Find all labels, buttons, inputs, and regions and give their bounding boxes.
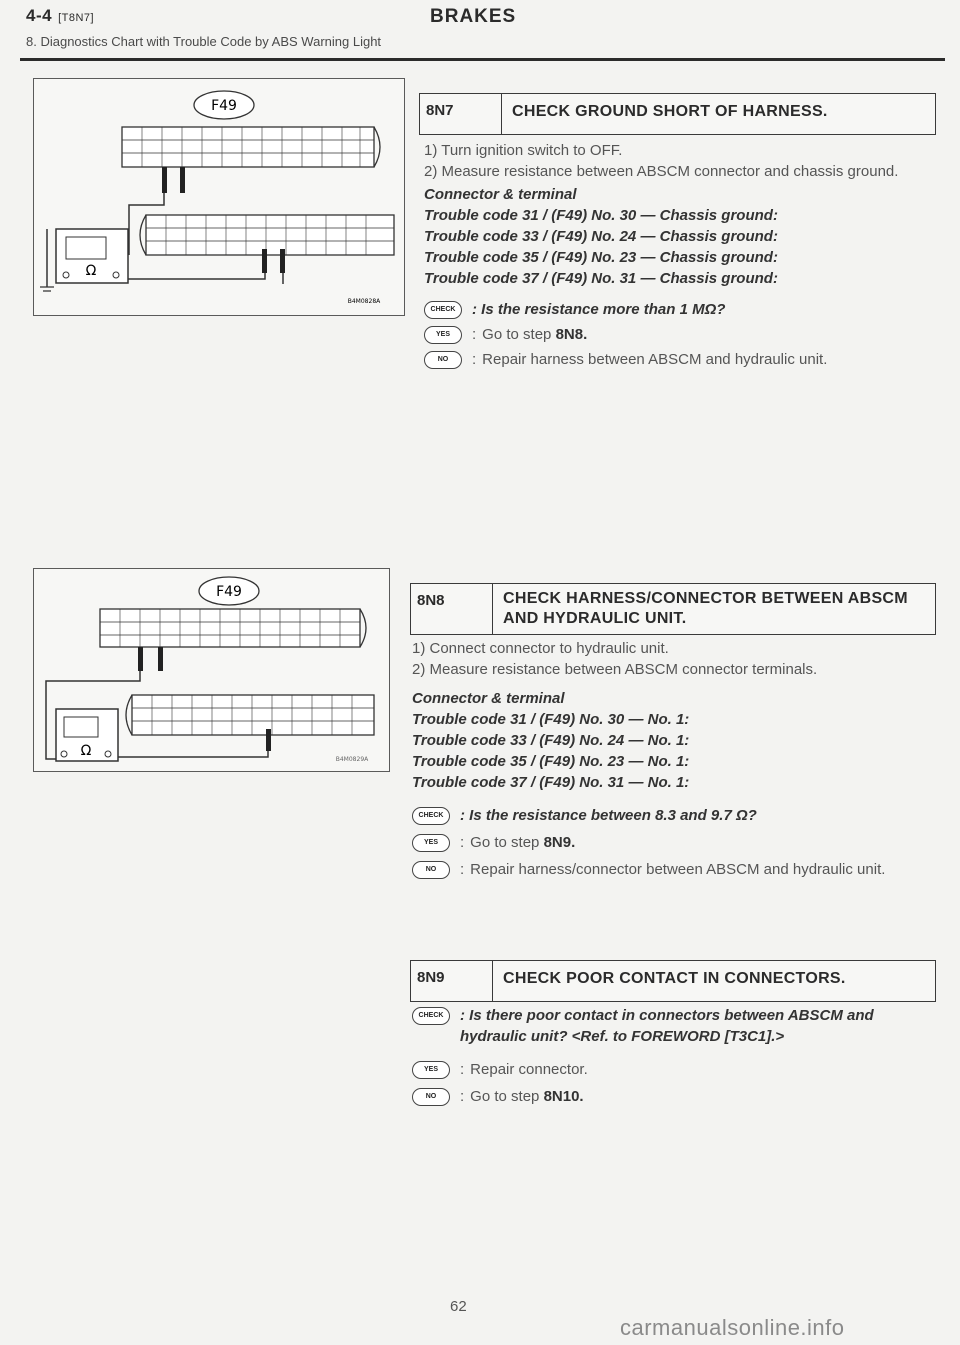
watermark-text: carmanualsonline.info (620, 1315, 845, 1340)
no-text: Go to step (470, 1088, 540, 1105)
no-badge: NO (412, 861, 450, 879)
yes-text: Go to step (470, 834, 540, 851)
step-8n7-header (419, 93, 936, 135)
no-step-link[interactable]: 8N10. (543, 1088, 584, 1105)
connector-line: Trouble code 35 / (F49) No. 23 — No. 1: (412, 753, 690, 770)
ohmmeter-symbol: Ω (80, 743, 92, 759)
connector-label: F49 (216, 584, 242, 600)
step-id: 8N7 (420, 94, 502, 134)
connector-heading: Connector & terminal (424, 186, 577, 203)
check-badge: CHECK (424, 301, 462, 319)
yes-row: YES : Go to step 8N8. (424, 324, 934, 345)
yes-badge: YES (424, 326, 462, 344)
instruction-line: 1) Connect connector to hydraulic unit. (412, 640, 669, 657)
yes-step-link[interactable]: 8N9. (543, 834, 576, 851)
check-row (424, 299, 934, 320)
instruction-line: 2) Measure resistance between ABSCM connector terminals. (412, 661, 818, 678)
connector-label: F49 (211, 98, 237, 114)
header-divider (20, 58, 945, 61)
yes-text: Go to step (482, 326, 552, 343)
figure-code: B4M0828A (347, 298, 381, 305)
no-text: Repair harness between ABSCM and hydraulic unit. (482, 351, 828, 368)
no-row: NO : Repair harness/connector between ABSCM and hydraulic unit. (412, 859, 932, 880)
connector-heading: Connector & terminal (412, 690, 565, 707)
no-badge: NO (412, 1088, 450, 1106)
connector-diagram-1 (34, 79, 404, 315)
step-8n8-body (412, 638, 932, 880)
page-reference (26, 6, 94, 26)
yes-badge: YES (412, 834, 450, 852)
step-8n9-body (412, 1005, 932, 1107)
connector-line: Trouble code 33 / (F49) No. 24 — No. 1: (412, 732, 690, 749)
yes-step-link[interactable]: 8N8. (555, 326, 588, 343)
section-title: BRAKES (430, 6, 517, 27)
wiring-diagram-figure-1 (33, 78, 405, 316)
step-title: CHECK HARNESS/CONNECTOR BETWEEN ABSCM AND HYDRAULIC UNIT. (503, 590, 908, 627)
check-row (412, 805, 932, 826)
step-8n7-body (424, 140, 934, 370)
step-title: CHECK POOR CONTACT IN CONNECTORS. (503, 970, 846, 987)
check-row (412, 1005, 932, 1047)
check-badge: CHECK (412, 807, 450, 825)
connector-line: Trouble code 33 / (F49) No. 24 — Chassis ground: (424, 228, 778, 245)
yes-row: YES : Go to step 8N9. (412, 832, 932, 853)
section-subtitle: 8. Diagnostics Chart with Trouble Code by ABS Warning Light (26, 34, 382, 49)
connector-line: Trouble code 35 / (F49) No. 23 — Chassis ground: (424, 249, 778, 266)
check-question: : Is the resistance more than 1 MΩ? (472, 301, 726, 318)
page-ref-code: [T8N7] (58, 12, 95, 24)
check-question: : Is the resistance between 8.3 and 9.7 Ω? (460, 807, 757, 824)
instruction-line: 2) Measure resistance between ABSCM connector and chassis ground. (424, 163, 899, 180)
check-question: : Is there poor contact in connectors between ABSCM and hydraulic unit? <Ref. to FOREWORD [T3C1].> (460, 1007, 874, 1045)
step-8n8-header (410, 583, 936, 635)
instruction-line: 1) Turn ignition switch to OFF. (424, 142, 623, 159)
yes-badge: YES (412, 1061, 450, 1079)
connector-line: Trouble code 37 / (F49) No. 31 — Chassis ground: (424, 270, 778, 287)
connector-diagram-2 (34, 569, 389, 771)
step-id: 8N9 (411, 961, 493, 1001)
no-text: Repair harness/connector between ABSCM and hydraulic unit. (470, 861, 886, 878)
ohmmeter-symbol: Ω (85, 263, 97, 279)
figure-code: B4M0829A (335, 756, 369, 763)
connector-line: Trouble code 37 / (F49) No. 31 — No. 1: (412, 774, 690, 791)
page-ref-number: 4-4 (26, 6, 53, 25)
wiring-diagram-figure-2 (33, 568, 390, 772)
page-number: 62 (450, 1298, 467, 1315)
connector-line: Trouble code 31 / (F49) No. 30 — Chassis ground: (424, 207, 778, 224)
check-badge: CHECK (412, 1007, 450, 1025)
step-title: CHECK GROUND SHORT OF HARNESS. (512, 103, 828, 120)
yes-text: Repair connector. (470, 1061, 588, 1078)
no-badge: NO (424, 351, 462, 369)
no-row: NO : Repair harness between ABSCM and hydraulic unit. (424, 349, 934, 370)
step-8n9-header (410, 960, 936, 1002)
no-row: NO : Go to step 8N10. (412, 1086, 932, 1107)
yes-row: YES : Repair connector. (412, 1059, 932, 1080)
step-id: 8N8 (411, 584, 493, 634)
connector-line: Trouble code 31 / (F49) No. 30 — No. 1: (412, 711, 690, 728)
